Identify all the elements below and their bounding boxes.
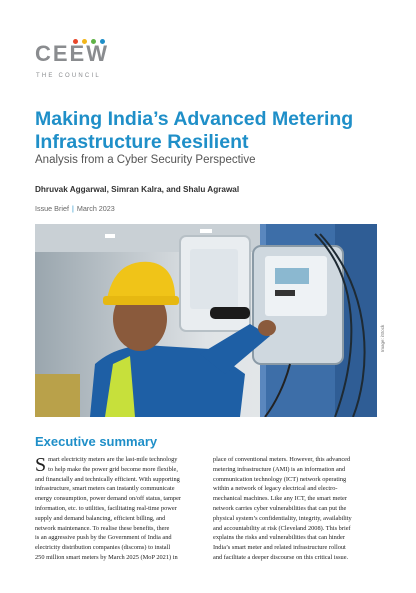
body-line: India’s smart meter and related infrastructure rollout [213, 544, 346, 552]
document-title: Making India’s Advanced Metering Infrastructure Resilient [35, 108, 354, 153]
logo-tagline: THE COUNCIL [36, 73, 101, 79]
body-line: mart electricity meters are the last-mile technology [48, 456, 178, 463]
body-column-right [213, 455, 385, 563]
authors: Dhruvak Aggarwal, Simran Kalra, and Shalu Agrawal [35, 185, 240, 194]
meta-separator: | [71, 204, 74, 213]
section-heading: Executive summary [35, 434, 158, 449]
body-line: 250 million smart meters by March 2025 (MoP 2021) in [35, 553, 178, 561]
document-type: Issue Brief [35, 204, 69, 213]
body-line: mechanical machines. Like any ICT, the smart meter [213, 495, 347, 503]
body-line: supply and demand balancing, efficient billing, and [35, 514, 166, 522]
body-line: place of conventional meters. However, this advanced [213, 456, 351, 463]
body-line: electricity distribution companies (discoms) to install [35, 544, 171, 552]
body-column-left [35, 455, 207, 563]
cover-photo [35, 224, 377, 417]
body-line: network maintenance. To realise these benefits, there [35, 524, 170, 532]
body-line: energy consumption, power demand on/off status, tamper [35, 495, 181, 503]
body-line: and financially and technically efficient. With supporting [35, 475, 180, 483]
body-line: to help make the power grid become more flexible, [48, 465, 178, 473]
drop-cap: S [35, 454, 47, 476]
body-line: and facilitate a deeper discourse on this critical issue. [213, 553, 349, 561]
ceew-logo [35, 39, 115, 83]
body-line: within a network of legacy electrical and electro- [213, 485, 338, 493]
document-date: March 2023 [76, 204, 115, 213]
logo-wordmark: CEEW [35, 41, 109, 66]
body-line: information, etc. to utilities, facilitating real-time power [35, 504, 177, 512]
body-line: infrastructure, smart meters can instantly communicate [35, 485, 175, 493]
body-line: communication technology (ICT) network operating [213, 475, 347, 483]
body-line: explains the risks and vulnerabilities that can hinder [213, 534, 345, 542]
document-meta [35, 204, 115, 213]
body-line: metering infrastructure (AMI) is an information and [213, 465, 346, 473]
body-line: and accountability at risk (Cleveland 2008). This brief [213, 524, 351, 532]
technician-installing-smart-meter-image [35, 224, 377, 417]
body-line: network carries cyber vulnerabilities that can put the [213, 504, 347, 512]
document-subtitle: Analysis from a Cyber Security Perspective [35, 154, 256, 166]
image-credit: Image: iStock [380, 324, 385, 352]
body-line: is an aggressive push by the Government of India and [35, 534, 172, 542]
body-line: physical system’s confidentiality, integrity, availability [213, 514, 352, 522]
